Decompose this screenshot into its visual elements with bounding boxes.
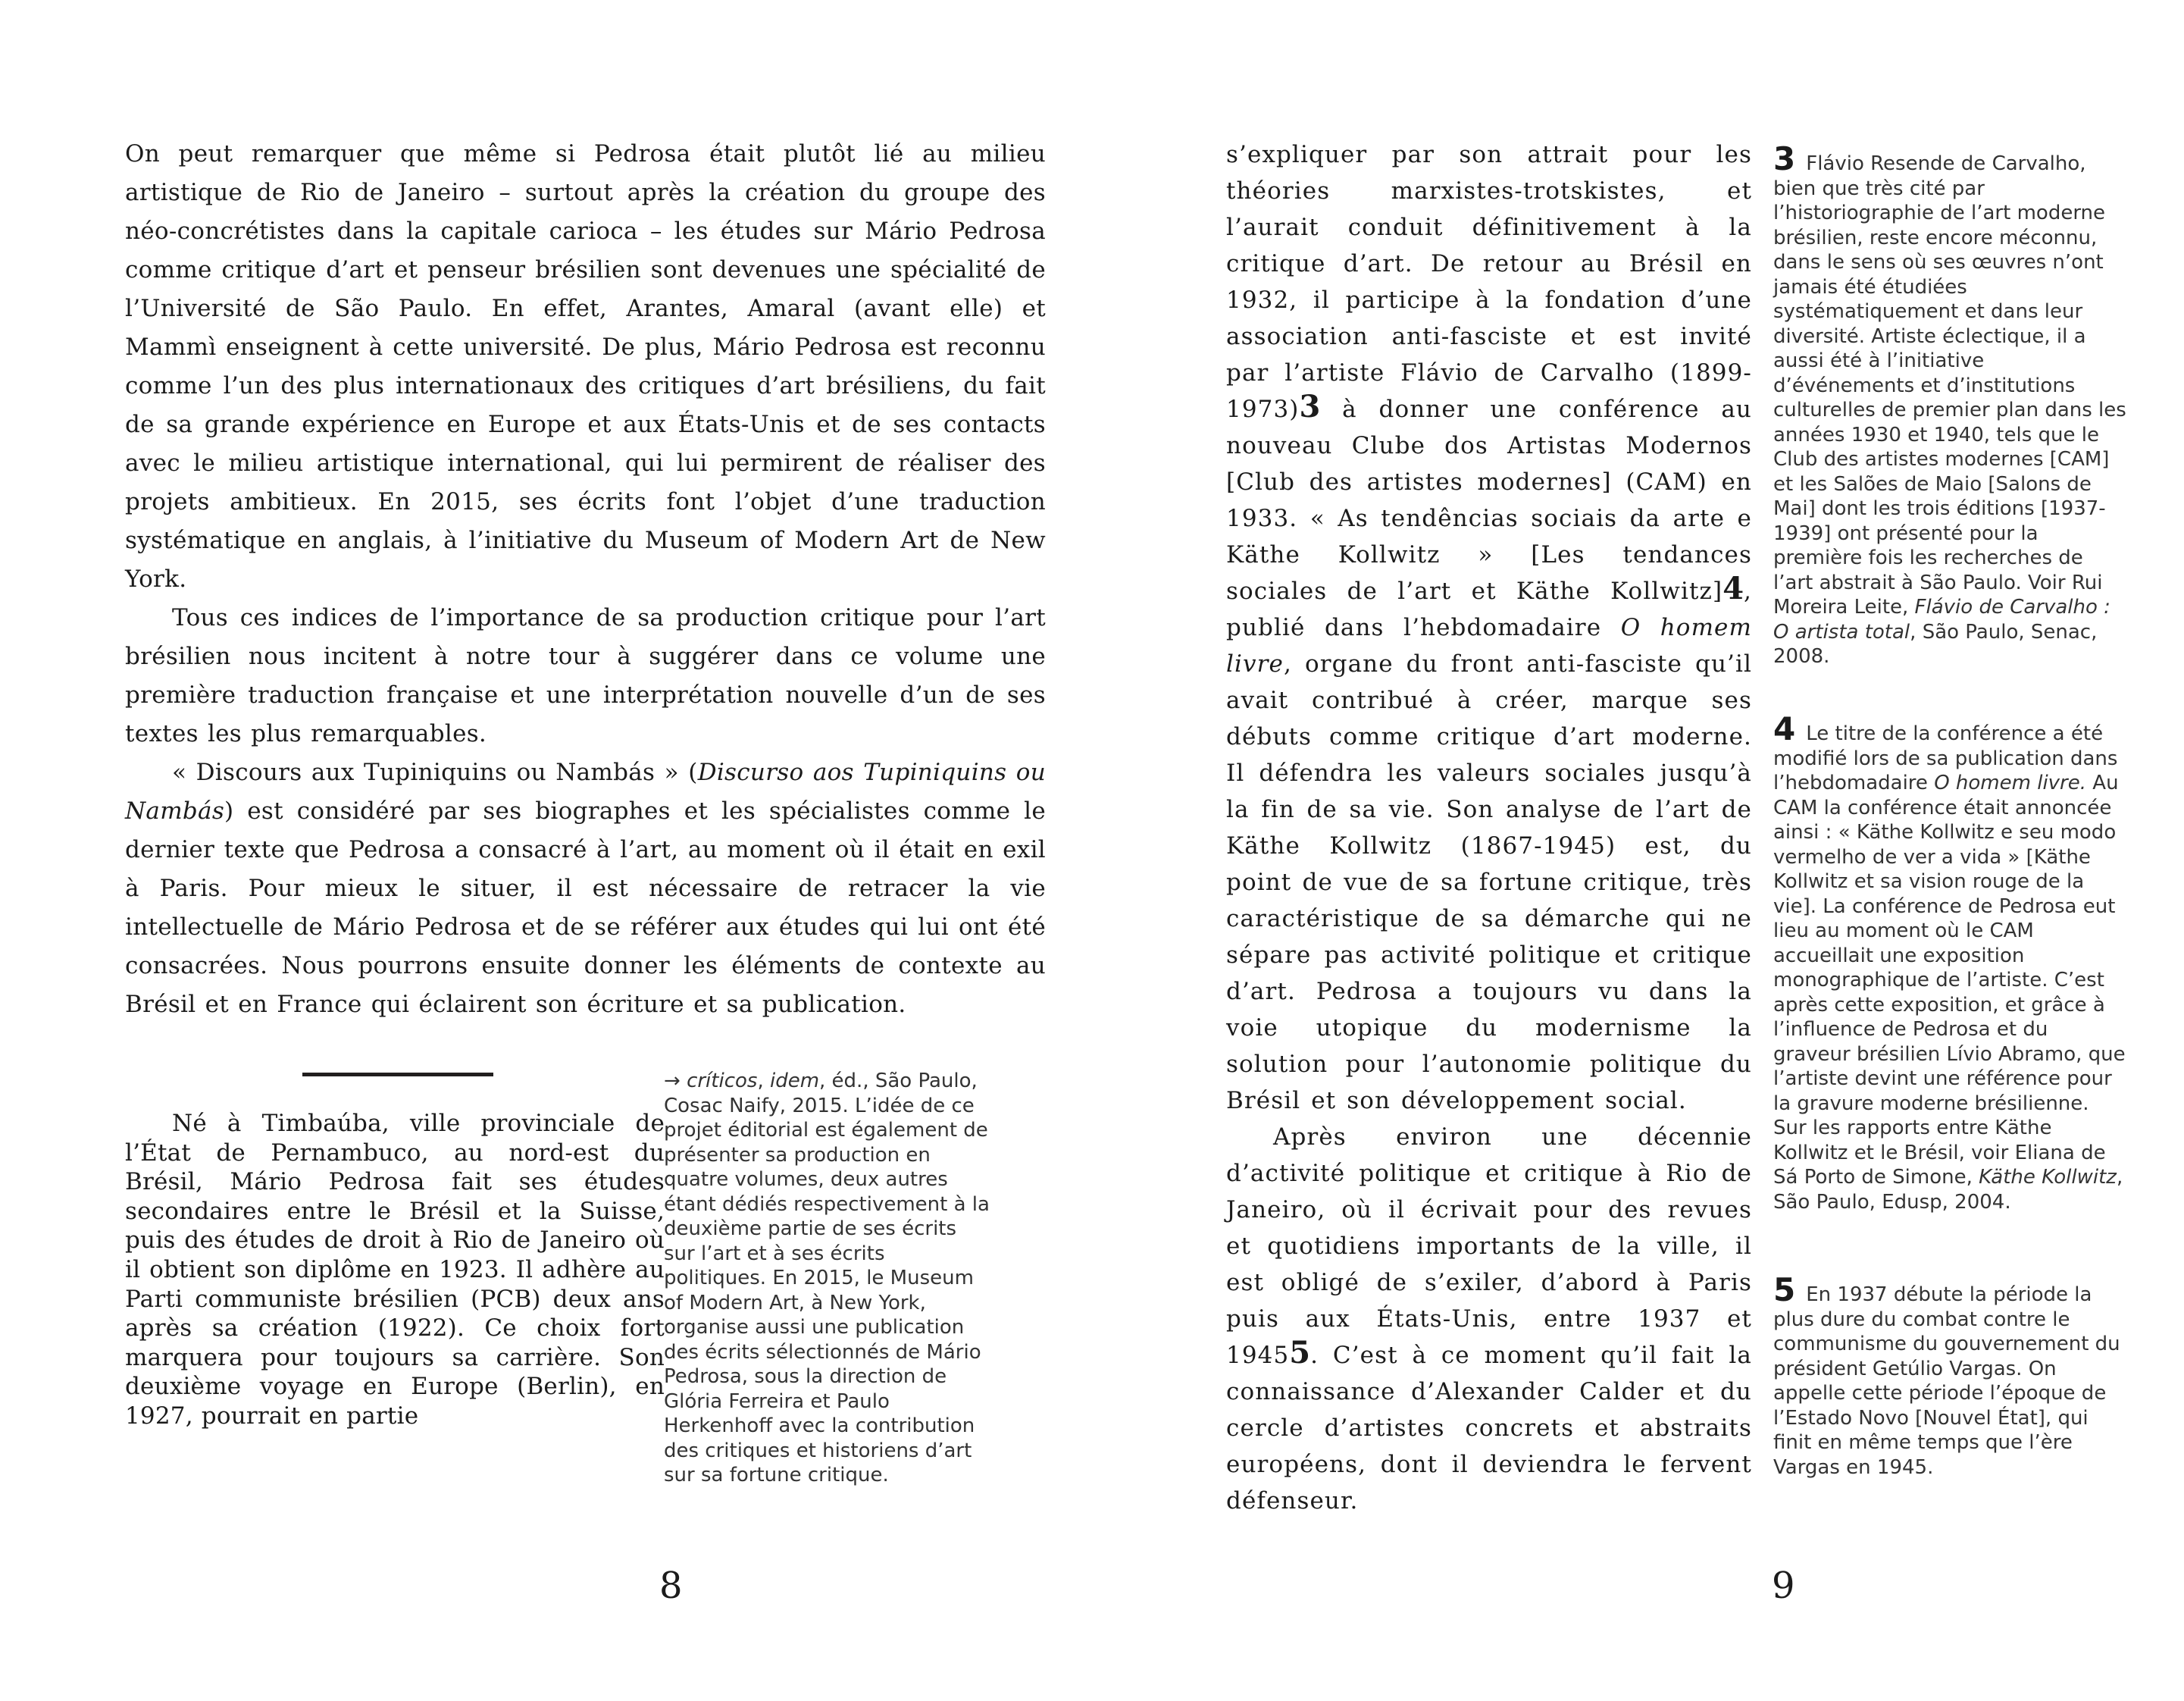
footnote-number: 5 — [1773, 1271, 1796, 1308]
paragraph: Tous ces indices de l’importance de sa production critique pour l’art brésilien nous incitent à notre tour à suggérer dans ce volume une première traduction française et une interprétation nouvelle d’un de ses textes les plus remarquables. — [125, 604, 1046, 747]
left-page-lower-column — [125, 1109, 665, 1431]
footnote-4 — [1773, 710, 2128, 1214]
right-page-main-text — [1226, 136, 1752, 1519]
footnote-ref-3: 3 — [1299, 389, 1321, 424]
text-run: , São Paulo, Senac, 2008. — [1773, 620, 2098, 668]
text-run: à donner une conférence au nouveau Clube dos Artistas Modernos [Club des artistes modernes] (CAM) en 1933. « As tendências sociais da arte e Käthe Kollwitz » [Les tendances sociales de l’art et Käthe Kollwitz] — [1226, 396, 1752, 605]
footnote-text — [664, 1069, 990, 1488]
italic-title: O homem livre. — [1934, 772, 2087, 794]
italic-title: idem — [769, 1070, 820, 1092]
footnote-text — [1773, 710, 2128, 1214]
paragraph — [1226, 1119, 1752, 1519]
footnote-3 — [1773, 140, 2128, 669]
paragraph — [125, 753, 1046, 1024]
left-page-footnote-continuation — [664, 1069, 990, 1488]
italic-title: O homem livre — [1226, 614, 1752, 678]
left-page-main-text — [125, 135, 1046, 1024]
section-separator-rule — [302, 1073, 493, 1076]
text-run: « Discours aux Tupiniquins ou Nambás » ( — [172, 759, 698, 786]
page-number-left: 8 — [659, 1565, 683, 1607]
continuation-arrow-icon: → — [664, 1070, 687, 1092]
paragraph: Né à Timbaúba, ville provinciale de l’État de Pernambuco, au nord-est du Brésil, Mário Pedrosa fait ses études secondaires entre le Brésil et la Suisse, puis des études de droit à Rio de Janeiro où il obtient son diplôme en 1923. Il adhère au Parti communiste brésilien (PCB) deux ans après sa création (1922). Ce choix fort marquera pour toujours sa carrière. Son deuxième voyage en Europe (Berlin), en 1927, pourrait en partie — [125, 1110, 665, 1430]
footnote-number: 4 — [1773, 710, 1796, 747]
footnote-5 — [1773, 1271, 2128, 1480]
text-run: , éd., São Paulo, Cosac Naify, 2015. L’idée de ce projet éditorial est également de présenter sa production en quatre volumes, deux autres étant dédiés respectivement à la deuxième partie de ses écrits sur l’art et à ses écrits politiques. En 2015, le Museum of Modern Art, à New York, organise aussi une publication des écrits sélectionnés de Mário Pedrosa, sous la direction de Glória Ferreira et Paulo Herkenhoff avec la contribution des critiques et historiens d’art sur sa fortune critique. — [664, 1070, 990, 1486]
text-run: Le titre de la conférence a été modifié lors de sa publication dans l’hebdomadaire — [1773, 722, 2118, 794]
paragraph — [1226, 136, 1752, 1119]
text-run: Au CAM la conférence était annoncée ainsi : « Käthe Kollwitz e seu modo vermelho de ver a vida » [Käthe Kollwitz et sa vision rouge de la vie]. La conférence de Pedrosa eut lieu au moment où le CAM accueillait une exposition monographique de l’artiste. C’est après cette exposition, et grâce à l’influence de Pedrosa et du graveur brésilien Lívio Abramo, que l’artiste devint une référence pour la gravure moderne brésilienne. Sur les rapports entre Käthe Kollwitz et le Brésil, voir Eliana de Sá Porto de Simone, — [1773, 772, 2126, 1189]
footnote-ref-4: 4 — [1722, 571, 1744, 606]
text-run: ) est considéré par ses biographes et les spécialistes comme le dernier texte que Pedrosa a consacré à l’art, au moment où il était en exil à Paris. Pour mieux le situer, il est nécessaire de retracer la vie intellectuelle de Mário Pedrosa et de se référer aux études qui lui ont été consacrées. Nous pourrons ensuite donner les éléments de contexte au Brésil et en France qui éclairent son écriture et sa publication. — [125, 797, 1046, 1018]
italic-title: Discurso aos Tupiniquins ou Nambás — [125, 759, 1046, 825]
footnote-ref-5: 5 — [1289, 1335, 1311, 1371]
footnote-number: 3 — [1773, 140, 1796, 177]
text-run: , publié dans l’hebdomadaire — [1226, 578, 1752, 641]
text-run: s’expliquer par son attrait pour les théories marxistes-trotskistes, et l’aurait conduit définitivement à la critique d’art. De retour au Brésil en 1932, il participe à la fondation d’une association anti-fasciste et est invité par l’artiste Flávio de Carvalho (1899-1973) — [1226, 141, 1752, 423]
page-number-right: 9 — [1772, 1565, 1795, 1607]
paragraph: On peut remarquer que même si Pedrosa était plutôt lié au milieu artistique de Rio de Janeiro – surtout après la création du groupe des néo-concrétistes dans la capitale carioca – les études sur Mário Pedrosa comme critique d’art et penseur brésilien sont devenues une spécialité de l’Université de São Paulo. En effet, Arantes, Amaral (avant elle) et Mammì enseignent à cette université. De plus, Mário Pedrosa est reconnu comme l’un des plus internationaux des critiques d’art brésiliens, du fait de sa grande expérience en Europe et aux États-Unis et de ses contacts avec le milieu artistique international, qui lui permirent de réaliser des projets ambitieux. En 2015, ses écrits font l’objet d’une traduction systématique en anglais, à l’initiative du Museum of Modern Art de New York. — [125, 140, 1046, 593]
text-run: En 1937 débute la période la plus dure du combat contre le communisme du gouvernement du président Getúlio Vargas. On appelle cette période l’époque de l’Estado Novo [Nouvel État], qui finit en même temps que l’ère Vargas en 1945. — [1773, 1283, 2120, 1479]
italic-title: críticos — [687, 1070, 758, 1092]
italic-title: Flávio de Carvalho : O artista total — [1773, 596, 2110, 644]
text-run: , — [757, 1070, 770, 1092]
text-run: . C’est à ce moment qu’il fait la connaissance d’Alexander Calder et du cercle d’artistes concrets et abstraits européens, dont il deviendra le fervent défenseur. — [1226, 1342, 1752, 1515]
text-run: Après environ une décennie d’activité politique et critique à Rio de Janeiro, où il écrivait pour des revues et quotidiens importants de la ville, il est obligé de s’exiler, d’abord à Paris puis aux États-Unis, entre 1937 et 1945 — [1226, 1123, 1752, 1369]
italic-title: Käthe Kollwitz — [1979, 1166, 2117, 1189]
footnote-text — [1773, 1271, 2128, 1480]
footnote-text — [1773, 140, 2128, 669]
text-run: Flávio Resende de Carvalho, bien que très cité par l’historiographie de l’art moderne brésilien, reste encore méconnu, dans le sens où ses œuvres n’ont jamais été étudiées systématiquement et dans leur diversité. Artiste éclectique, il a aussi été à l’initiative d’événements et d’institutions culturelles de premier plan dans les années 1930 et 1940, tels que le Club des artistes modernes [CAM] et les Salões de Maio [Salons de Mai] dont les trois éditions [1937-1939] ont présenté pour la première fois les recherches de l’art abstrait à São Paulo. Voir Rui Moreira Leite, — [1773, 152, 2126, 619]
text-run: , organe du front anti-fasciste qu’il avait contribué à créer, marque ses débuts comme critique d’art moderne. Il défendra les valeurs sociales jusqu’à la fin de sa vie. Son analyse de l’art de Käthe Kollwitz (1867-1945) est, du point de vue de sa fortune critique, très caractéristique de sa démarche qui ne sépare pas activité politique et critique d’art. Pedrosa a toujours vu dans la voie utopique du modernisme la solution pour l’autonomie politique du Brésil et son développement social. — [1226, 650, 1752, 1114]
text-run: , São Paulo, Edusp, 2004. — [1773, 1166, 2123, 1214]
